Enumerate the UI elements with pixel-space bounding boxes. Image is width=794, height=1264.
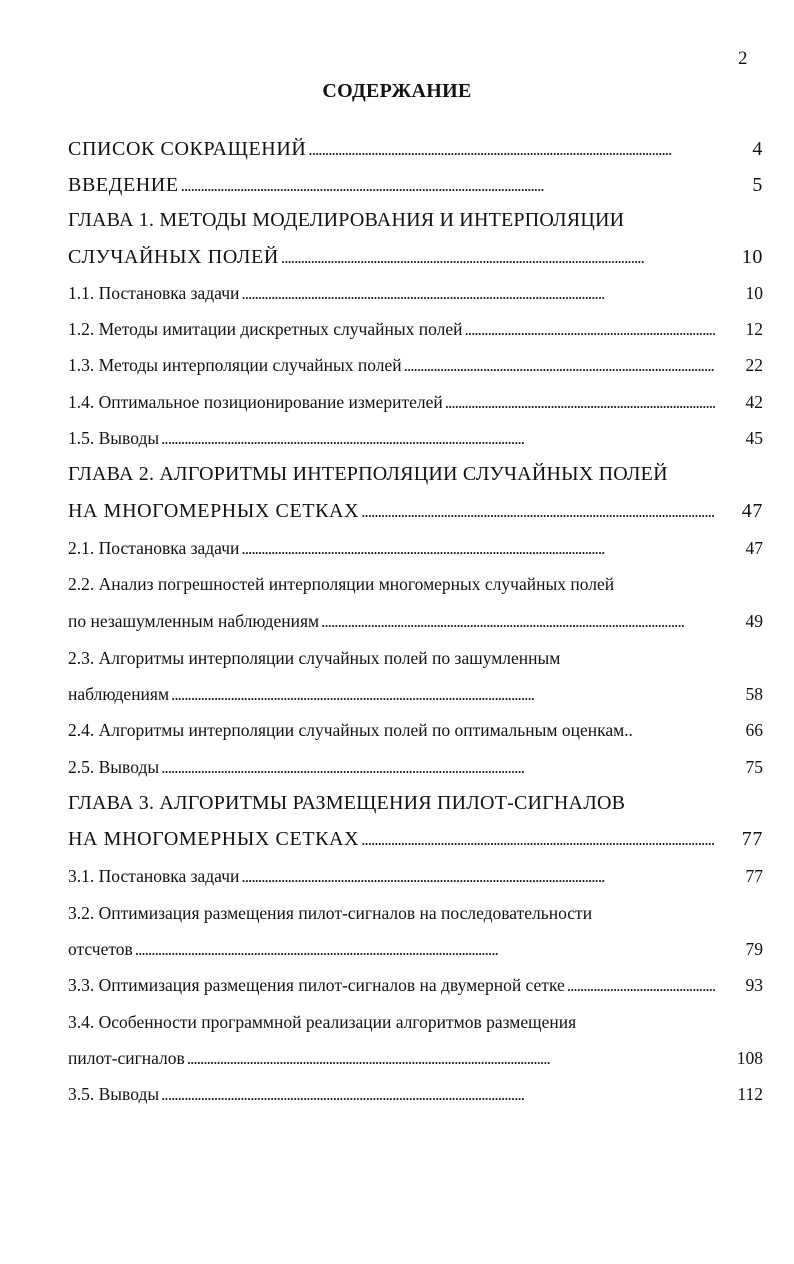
toc-entry-2-2[interactable]: [68, 611, 763, 641]
toc-entry-page: 47: [745, 538, 763, 558]
toc-entry-1-1[interactable]: [68, 283, 763, 313]
dot-leader: [161, 1084, 715, 1105]
toc-entry-text: 2.1. Постановка задачи: [68, 538, 240, 558]
toc-entry-3-5[interactable]: [68, 1084, 763, 1114]
toc-entry-page: 22: [745, 355, 763, 375]
toc-entry-text: наблюдениям: [68, 684, 170, 704]
toc-entry-text: отсчетов: [68, 939, 133, 959]
toc-entry-3-3[interactable]: [68, 975, 763, 1005]
toc-entry-page: 47: [741, 500, 763, 522]
toc-entry-text: 2.4. Алгоритмы интерполяции случайных полей по оптимальным оценкам..: [68, 720, 633, 740]
toc-entry-page: 10: [745, 283, 763, 303]
toc-entry-text: ГЛАВА 3. АЛГОРИТМЫ РАЗМЕЩЕНИЯ ПИЛОТ-СИГНАЛОВ: [68, 792, 626, 814]
toc-entry-page: 77: [741, 828, 763, 850]
toc-entry-1-4[interactable]: [68, 392, 763, 422]
toc-entry-chapter-3[interactable]: [68, 828, 763, 858]
toc-entry-page: 10: [741, 246, 763, 268]
toc-entry-3-2-title[interactable]: [68, 903, 763, 933]
dot-leader: [241, 538, 715, 559]
toc-entry-page: 45: [745, 428, 763, 448]
toc-entry-page: 75: [745, 757, 763, 777]
toc-entry-3-4[interactable]: [68, 1048, 763, 1078]
toc-entry-text: 3.5. Выводы: [68, 1084, 160, 1104]
dot-leader: [308, 138, 715, 161]
toc-entry-3-2[interactable]: [68, 939, 763, 969]
toc-entry-2-5[interactable]: [68, 757, 763, 787]
toc-entry-page: 77: [745, 866, 763, 886]
toc-entry-chapter-2[interactable]: [68, 500, 763, 530]
page-number: 2: [738, 48, 748, 69]
toc-entry-text: СПИСОК СОКРАЩЕНИЙ: [68, 138, 307, 160]
dot-leader: [161, 428, 715, 449]
toc-entry-2-1[interactable]: [68, 538, 763, 568]
toc-entry-page: 5: [752, 174, 763, 196]
toc-entry-introduction[interactable]: [68, 174, 763, 204]
dot-leader: [404, 355, 715, 376]
toc-entry-page: 108: [736, 1048, 763, 1068]
toc-entry-page: 42: [745, 392, 763, 412]
toc-entry-1-2[interactable]: [68, 319, 763, 349]
toc-entry-text: 3.2. Оптимизация размещения пилот-сигналов на последовательности: [68, 903, 593, 923]
toc-entry-text: ГЛАВА 2. АЛГОРИТМЫ ИНТЕРПОЛЯЦИИ СЛУЧАЙНЫХ ПОЛЕЙ: [68, 463, 668, 485]
toc-entry-page: 12: [745, 319, 763, 339]
toc-entry-page: 4: [752, 138, 763, 160]
toc-entry-chapter-2-title[interactable]: [68, 463, 763, 493]
toc-entry-text: по незашумленным наблюдениям: [68, 611, 320, 631]
dot-leader: [181, 174, 715, 197]
dot-leader: [241, 283, 715, 304]
dot-leader: [361, 828, 715, 851]
dot-leader: [187, 1048, 715, 1069]
toc-entry-text: 3.1. Постановка задачи: [68, 866, 240, 886]
toc-entry-text: СЛУЧАЙНЫХ ПОЛЕЙ: [68, 246, 279, 268]
toc-entry-2-2-title[interactable]: [68, 574, 763, 604]
toc-entry-text: пилот-сигналов: [68, 1048, 185, 1068]
dot-leader: [464, 319, 715, 340]
dot-leader: [161, 757, 715, 778]
dot-leader: [135, 939, 715, 960]
toc-entry-1-5[interactable]: [68, 428, 763, 458]
toc-entry-2-3-title[interactable]: [68, 648, 763, 678]
toc-entry-1-3[interactable]: [68, 355, 763, 385]
toc-entry-3-1[interactable]: [68, 866, 763, 896]
dot-leader: [241, 866, 715, 887]
dot-leader: [171, 684, 715, 705]
dot-leader: [445, 392, 715, 413]
toc-entry-text: 1.3. Методы интерполяции случайных полей: [68, 355, 402, 375]
toc-entry-page: 79: [745, 939, 763, 959]
dot-leader: [281, 246, 715, 269]
toc-entry-2-4[interactable]: [68, 720, 763, 750]
toc-entry-page: 58: [745, 684, 763, 704]
toc-entry-text: 2.5. Выводы: [68, 757, 160, 777]
dot-leader: [361, 500, 715, 523]
toc-entry-page: 66: [745, 720, 763, 740]
toc-entry-text: 3.3. Оптимизация размещения пилот-сигналов на двумерной сетке: [68, 975, 565, 995]
toc-entry-chapter-3-title[interactable]: [68, 792, 763, 822]
toc-entry-text: 1.4. Оптимальное позиционирование измерителей: [68, 392, 443, 412]
toc-entry-text: НА МНОГОМЕРНЫХ СЕТКАХ: [68, 500, 360, 522]
toc-entry-text: 3.4. Особенности программной реализации алгоритмов размещения: [68, 1012, 577, 1032]
toc-entry-text: ГЛАВА 1. МЕТОДЫ МОДЕЛИРОВАНИЯ И ИНТЕРПОЛЯЦИИ: [68, 209, 625, 231]
toc-entry-text: 2.2. Анализ погрешностей интерполяции многомерных случайных полей: [68, 574, 615, 594]
toc-entry-2-3[interactable]: [68, 684, 763, 714]
toc-entry-chapter-1[interactable]: [68, 246, 763, 276]
toc-entry-3-4-title[interactable]: [68, 1012, 763, 1042]
toc-entry-text: 1.1. Постановка задачи: [68, 283, 240, 303]
toc-entry-page: 112: [737, 1084, 763, 1104]
toc-entry-chapter-1-title[interactable]: [68, 209, 763, 239]
dot-leader: [321, 611, 715, 632]
toc-entry-text: ВВЕДЕНИЕ: [68, 174, 179, 196]
toc-entry-text: 1.5. Выводы: [68, 428, 160, 448]
dot-leader: [567, 975, 715, 996]
toc-entry-abbreviations[interactable]: [68, 138, 763, 168]
toc-entry-page: 93: [745, 975, 763, 995]
toc-entry-text: 1.2. Методы имитации дискретных случайных полей: [68, 319, 463, 339]
toc-entry-text: 2.3. Алгоритмы интерполяции случайных полей по зашумленным: [68, 648, 561, 668]
toc-entry-page: 49: [745, 611, 763, 631]
toc-heading: СОДЕРЖАНИЕ: [322, 80, 472, 102]
toc-entry-text: НА МНОГОМЕРНЫХ СЕТКАХ: [68, 828, 360, 850]
